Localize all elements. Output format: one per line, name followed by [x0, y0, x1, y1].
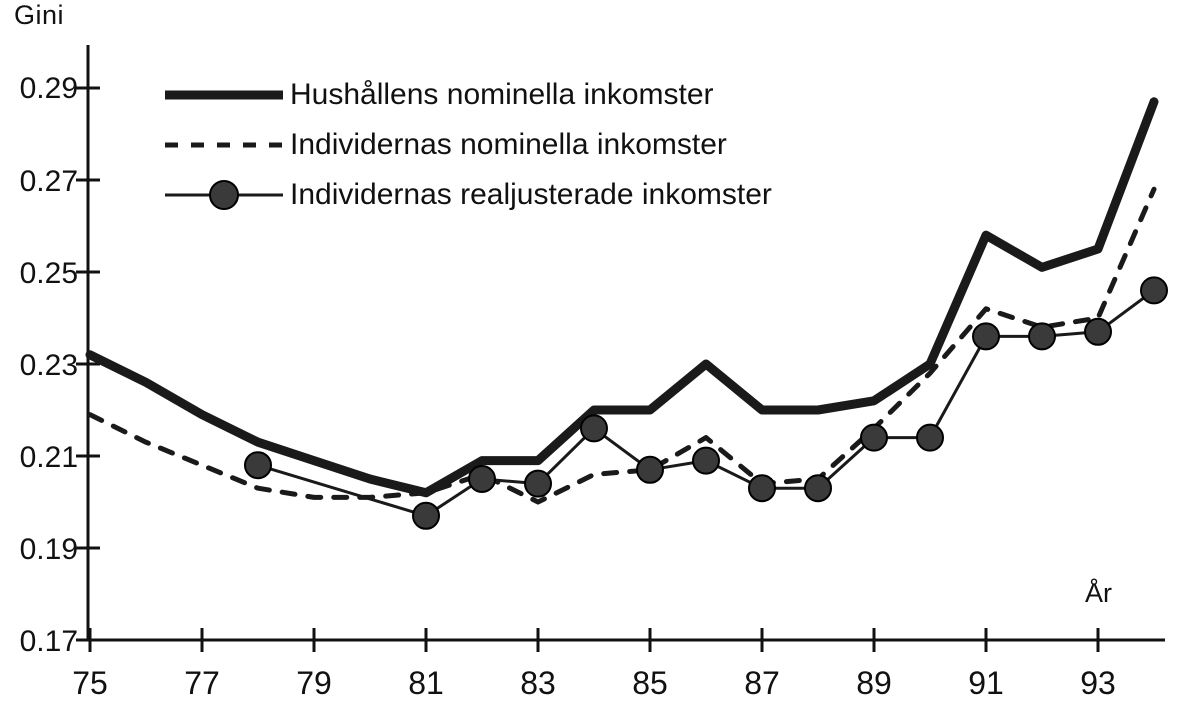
data-point-marker — [413, 503, 439, 529]
legend-label: Individernas nominella inkomster — [290, 128, 727, 161]
x-tick-label: 89 — [856, 665, 892, 701]
x-tick-label: 93 — [1080, 665, 1116, 701]
data-point-marker — [749, 475, 775, 501]
y-tick-label: 0.19 — [19, 533, 78, 566]
data-point-marker — [1029, 323, 1055, 349]
data-point-marker — [1085, 319, 1111, 345]
data-point-marker — [637, 457, 663, 483]
data-point-marker — [469, 466, 495, 492]
legend-item-individernas-realjusterade — [155, 170, 875, 220]
y-tick-label: 0.25 — [19, 257, 78, 290]
y-tick-label: 0.29 — [19, 72, 78, 105]
x-tick-label: 75 — [72, 665, 108, 701]
x-tick-label: 83 — [520, 665, 556, 701]
legend-label: Hushållens nominella inkomster — [290, 78, 714, 111]
data-point-marker — [861, 425, 887, 451]
data-point-marker — [581, 415, 607, 441]
data-point-marker — [973, 323, 999, 349]
x-tick-label: 79 — [296, 665, 332, 701]
y-tick-label: 0.27 — [19, 165, 78, 198]
legend-item-hushallens — [155, 70, 875, 120]
x-tick-label: 77 — [184, 665, 220, 701]
x-tick-label: 81 — [408, 665, 444, 701]
x-tick-label: 85 — [632, 665, 668, 701]
data-point-marker — [525, 471, 551, 497]
x-tick-label: 91 — [968, 665, 1004, 701]
chart-legend — [155, 70, 875, 220]
x-axis-title: År — [1085, 578, 1112, 608]
legend-label: Individernas realjusterade inkomster — [290, 178, 772, 211]
y-tick-label: 0.17 — [19, 625, 78, 658]
dashed-line-key — [155, 125, 290, 165]
y-axis-title: Gini — [14, 0, 65, 30]
data-point-marker — [693, 448, 719, 474]
marker-line-key — [155, 175, 290, 215]
data-point-marker — [805, 475, 831, 501]
data-point-marker — [917, 425, 943, 451]
data-point-marker — [1141, 277, 1167, 303]
thick-line-key — [155, 75, 290, 115]
y-tick-label: 0.21 — [19, 441, 78, 474]
legend-item-individernas-nominella — [155, 120, 875, 170]
data-point-marker — [245, 452, 271, 478]
y-tick-label: 0.23 — [19, 349, 78, 382]
x-tick-label: 87 — [744, 665, 780, 701]
